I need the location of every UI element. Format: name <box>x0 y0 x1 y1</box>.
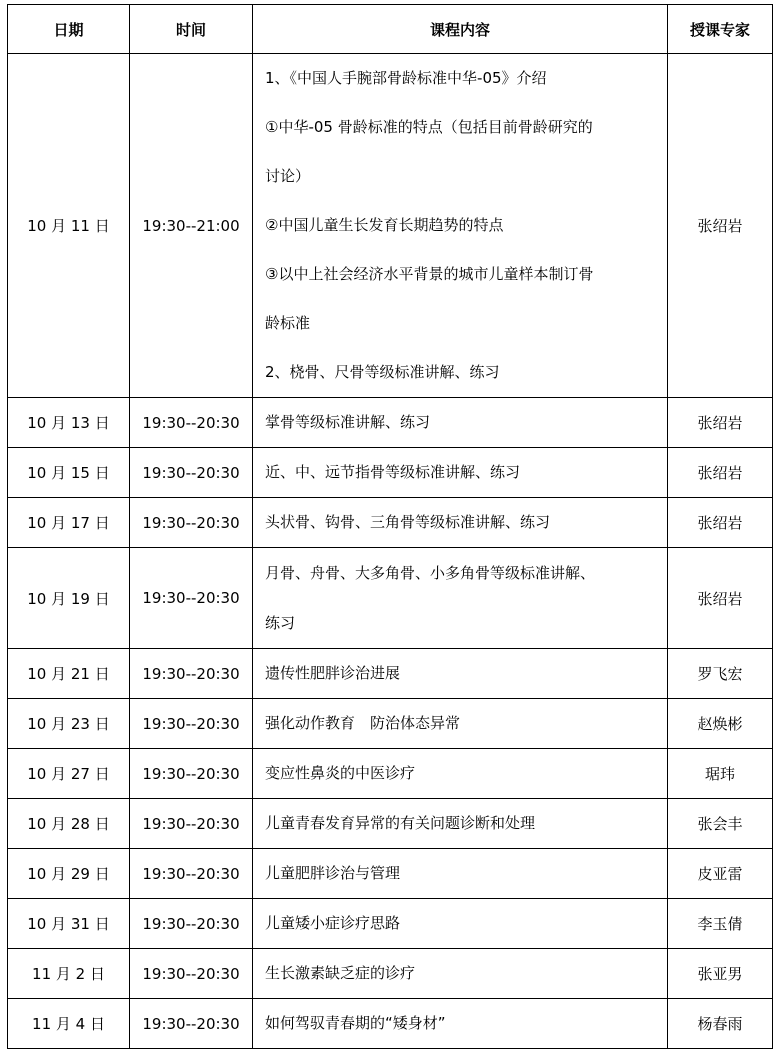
cell-teacher: 张会丰 <box>668 799 773 849</box>
cell-date: 10 月 13 日 <box>8 398 130 448</box>
header-content: 课程内容 <box>253 5 668 54</box>
content-line: 近、中、远节指骨等级标准讲解、练习 <box>265 463 521 481</box>
cell-time: 19:30--20:30 <box>130 448 253 498</box>
cell-teacher: 杨春雨 <box>668 999 773 1049</box>
cell-time: 19:30--20:30 <box>130 498 253 548</box>
cell-content <box>253 448 668 498</box>
cell-time: 19:30--20:30 <box>130 548 253 649</box>
content-line: 如何驾驭青春期的“矮身材” <box>265 1014 446 1032</box>
content-line: 2、桡骨、尺骨等级标准讲解、练习 <box>265 363 500 381</box>
table-row <box>8 398 773 448</box>
cell-date: 11 月 2 日 <box>8 949 130 999</box>
cell-content <box>253 398 668 448</box>
cell-teacher: 皮亚雷 <box>668 849 773 899</box>
cell-teacher: 张绍岩 <box>668 54 773 398</box>
cell-content <box>253 949 668 999</box>
course-schedule-table <box>7 4 773 1049</box>
table-row <box>8 498 773 548</box>
cell-time: 19:30--20:30 <box>130 799 253 849</box>
content-line: 1、《中国人手腕部骨龄标准中华-05》介绍 <box>265 69 547 87</box>
content-line: 儿童矮小症诊疗思路 <box>265 914 401 932</box>
table-row <box>8 448 773 498</box>
content-line: 头状骨、钩骨、三角骨等级标准讲解、练习 <box>265 513 551 531</box>
header-time: 时间 <box>130 5 253 54</box>
content-line: 遗传性肥胖诊治进展 <box>265 664 401 682</box>
table-row <box>8 849 773 899</box>
content-line: 讨论） <box>265 167 311 185</box>
cell-time: 19:30--20:30 <box>130 949 253 999</box>
cell-time: 19:30--20:30 <box>130 899 253 949</box>
cell-time: 19:30--20:30 <box>130 849 253 899</box>
cell-time: 19:30--20:30 <box>130 649 253 699</box>
table-row <box>8 999 773 1049</box>
cell-teacher: 张绍岩 <box>668 398 773 448</box>
cell-content <box>253 999 668 1049</box>
cell-date: 10 月 15 日 <box>8 448 130 498</box>
table-row <box>8 749 773 799</box>
content-line: 掌骨等级标准讲解、练习 <box>265 413 431 431</box>
cell-date: 10 月 21 日 <box>8 649 130 699</box>
cell-content <box>253 649 668 699</box>
content-line: 月骨、舟骨、大多角骨、小多角骨等级标准讲解、 <box>265 564 596 582</box>
cell-teacher: 赵焕彬 <box>668 699 773 749</box>
cell-date: 10 月 27 日 <box>8 749 130 799</box>
table-row <box>8 54 773 398</box>
schedule-body <box>8 54 773 1049</box>
table-row <box>8 799 773 849</box>
cell-content <box>253 849 668 899</box>
content-line: 儿童肥胖诊治与管理 <box>265 864 401 882</box>
cell-date: 10 月 31 日 <box>8 899 130 949</box>
cell-content <box>253 799 668 849</box>
content-line: ③以中上社会经济水平背景的城市儿童样本制订骨 <box>265 265 594 283</box>
cell-teacher: 张绍岩 <box>668 498 773 548</box>
table-row <box>8 899 773 949</box>
cell-teacher: 李玉倩 <box>668 899 773 949</box>
cell-time: 19:30--20:30 <box>130 999 253 1049</box>
content-line: 龄标准 <box>265 314 311 332</box>
cell-teacher: 罗飞宏 <box>668 649 773 699</box>
cell-content <box>253 699 668 749</box>
cell-time: 19:30--20:30 <box>130 699 253 749</box>
header-teacher: 授课专家 <box>668 5 773 54</box>
cell-content <box>253 899 668 949</box>
cell-date: 10 月 11 日 <box>8 54 130 398</box>
cell-teacher: 张亚男 <box>668 949 773 999</box>
header-row <box>8 5 773 54</box>
cell-content <box>253 54 668 398</box>
cell-date: 10 月 23 日 <box>8 699 130 749</box>
content-line: 儿童青春发育异常的有关问题诊断和处理 <box>265 814 536 832</box>
cell-date: 11 月 4 日 <box>8 999 130 1049</box>
content-line: 强化动作教育 防治体态异常 <box>265 714 461 732</box>
content-line: 变应性鼻炎的中医诊疗 <box>265 764 416 782</box>
cell-content <box>253 749 668 799</box>
table-row <box>8 548 773 649</box>
cell-content <box>253 498 668 548</box>
cell-time: 19:30--21:00 <box>130 54 253 398</box>
table-row <box>8 699 773 749</box>
cell-time: 19:30--20:30 <box>130 398 253 448</box>
content-line: ①中华-05 骨龄标准的特点（包括目前骨龄研究的 <box>265 118 593 136</box>
cell-teacher: 琚玮 <box>668 749 773 799</box>
header-date: 日期 <box>8 5 130 54</box>
cell-content <box>253 548 668 649</box>
content-line: 练习 <box>265 614 296 632</box>
cell-teacher: 张绍岩 <box>668 548 773 649</box>
cell-teacher: 张绍岩 <box>668 448 773 498</box>
content-line: ②中国儿童生长发育长期趋势的特点 <box>265 216 504 234</box>
content-line: 生长激素缺乏症的诊疗 <box>265 964 416 982</box>
cell-date: 10 月 19 日 <box>8 548 130 649</box>
table-row <box>8 949 773 999</box>
table-row <box>8 649 773 699</box>
cell-date: 10 月 29 日 <box>8 849 130 899</box>
cell-time: 19:30--20:30 <box>130 749 253 799</box>
cell-date: 10 月 17 日 <box>8 498 130 548</box>
cell-date: 10 月 28 日 <box>8 799 130 849</box>
